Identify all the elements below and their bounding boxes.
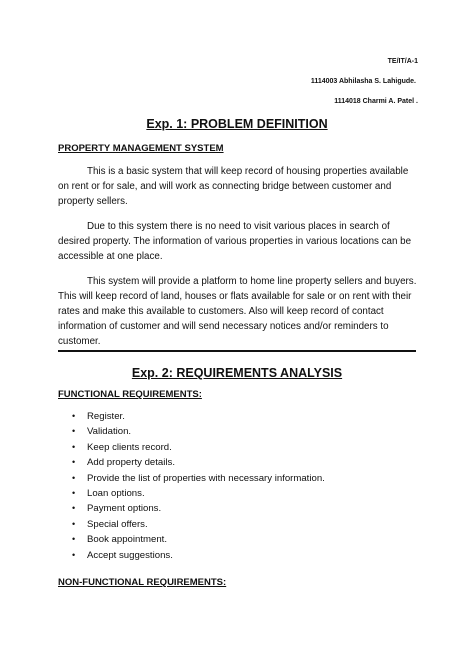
list-item <box>72 517 325 532</box>
exp1-paragraph <box>58 274 418 349</box>
functional-requirements-heading: FUNCTIONAL REQUIREMENTS: <box>58 389 202 400</box>
list-item-text: Loan options. <box>87 488 145 500</box>
list-item <box>72 548 325 563</box>
student-1: 1114003 Abhilasha S. Lahigude. <box>310 78 416 85</box>
class-code: TE/IT/A-1 <box>387 58 418 65</box>
bullet-icon: • <box>72 472 76 483</box>
paragraph-text: This system will provide a platform to home line property sellers and buyers. This will keep record of land, houses or flats available for sale or on rent with their rates and make this available to customers. Also will keep record of contact information of customer and will send necessary notices and/or reminders to customer. <box>58 276 417 347</box>
paragraph-text: This is a basic system that will keep record of housing properties available on rent or for sale, and will work as connecting bridge between customer and property sellers. <box>58 166 409 207</box>
bullet-icon: • <box>72 426 76 437</box>
list-item-text: Add property details. <box>87 457 175 469</box>
list-item <box>72 471 325 486</box>
list-item-text: Accept suggestions. <box>87 549 173 561</box>
functional-requirements-list <box>72 409 325 563</box>
list-item-text: Register. <box>87 411 125 422</box>
exp1-paragraph <box>58 164 418 209</box>
list-item-text: Book appointment. <box>87 534 168 546</box>
bullet-icon: • <box>72 503 76 514</box>
list-item <box>72 440 325 455</box>
list-item <box>72 486 325 501</box>
list-item <box>72 424 325 439</box>
nonfunctional-requirements-heading: NON-FUNCTIONAL REQUIREMENTS: <box>58 577 227 588</box>
bullet-icon: • <box>72 534 76 545</box>
exp1-subtitle: PROPERTY MANAGEMENT SYSTEM <box>58 143 224 154</box>
list-item-text: Provide the list of properties with necessary information. <box>87 472 325 484</box>
bullet-icon: • <box>72 518 76 529</box>
section-divider <box>58 350 416 352</box>
list-item <box>72 532 325 547</box>
paragraph-text: Due to this system there is no need to visit various places in search of desired property. The information of various properties in various locations can be accessible at one place. <box>58 221 412 262</box>
bullet-icon: • <box>72 457 76 468</box>
student-2: 1114018 Charmi A. Patel . <box>334 98 418 105</box>
bullet-icon: • <box>72 441 76 452</box>
list-item <box>72 409 325 424</box>
list-item-text: Keep clients record. <box>87 441 172 453</box>
list-item-text: Validation. <box>87 426 132 438</box>
exp1-title: Exp. 1: PROBLEM DEFINITION <box>146 117 328 131</box>
exp1-paragraph <box>58 219 418 264</box>
list-item-text: Payment options. <box>87 503 162 515</box>
bullet-icon: • <box>72 411 76 421</box>
list-item <box>72 501 325 516</box>
list-item <box>72 455 325 470</box>
bullet-icon: • <box>72 549 76 560</box>
list-item-text: Special offers. <box>87 518 148 530</box>
exp2-title: Exp. 2: REQUIREMENTS ANALYSIS <box>131 366 343 380</box>
bullet-icon: • <box>72 488 76 499</box>
